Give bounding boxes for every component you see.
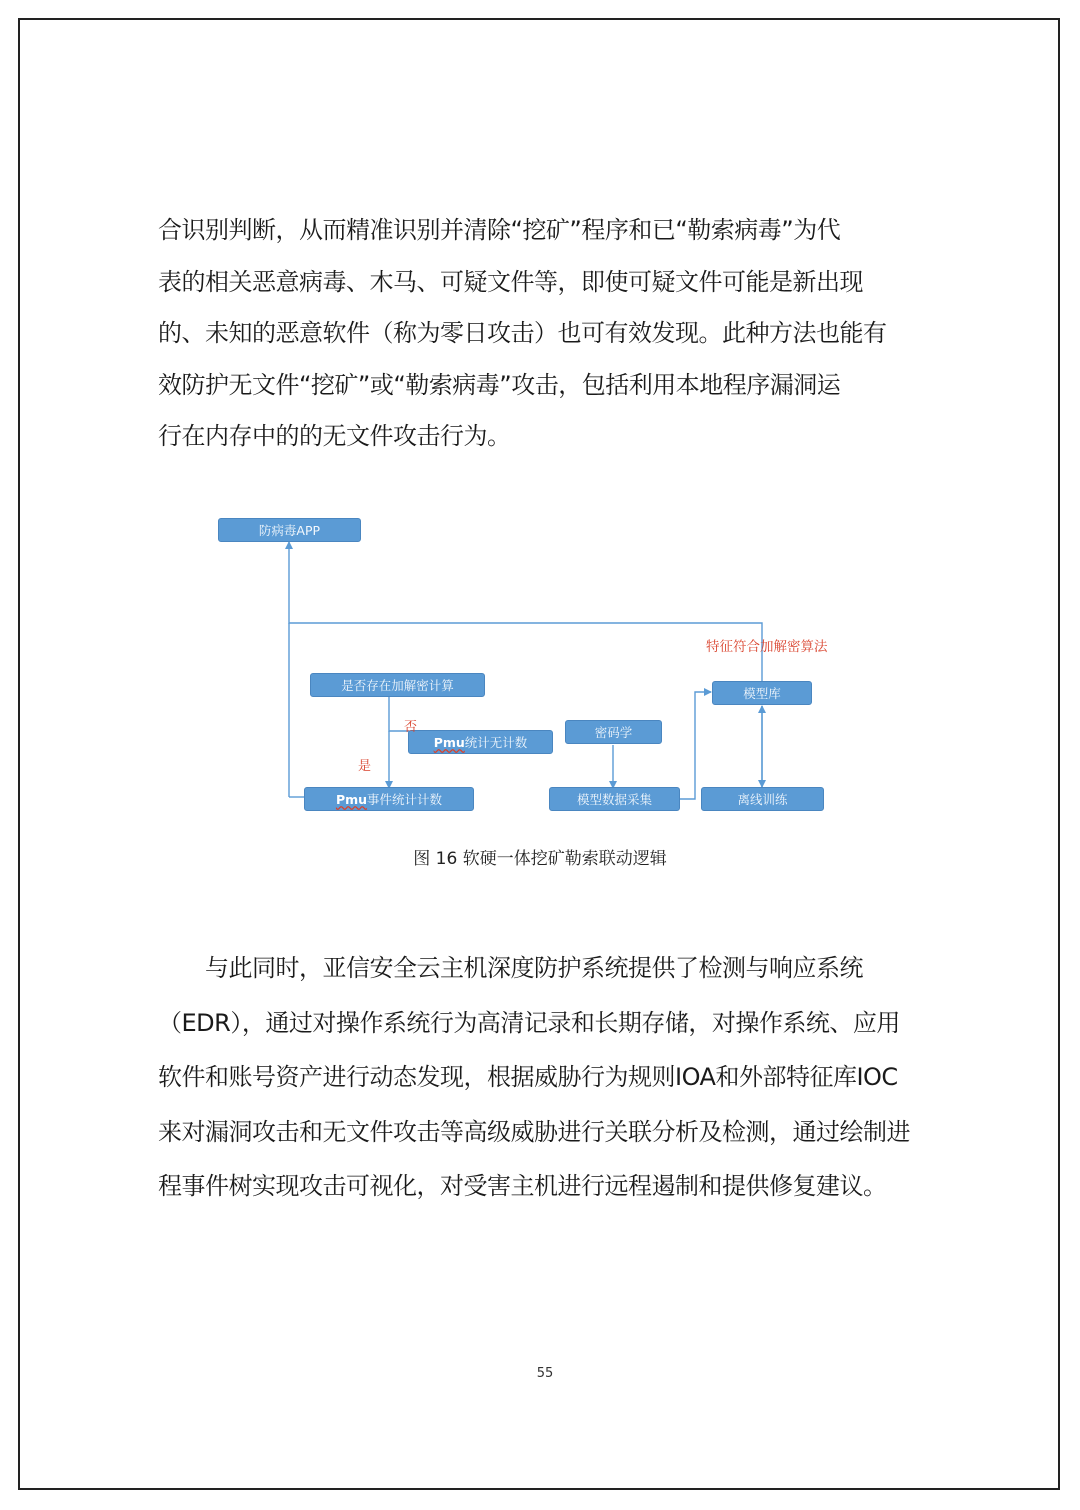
page-number: 55: [536, 1366, 554, 1381]
pmu-no-count-text: 统计无计数: [464, 735, 528, 750]
cryptography-box: 密码学: [565, 720, 662, 744]
paragraph-line: 效防护无文件“挖矿”或“勒索病毒”攻击，包括利用本地程序漏洞运: [158, 370, 841, 399]
collection-to-library-line: [680, 692, 711, 799]
diagram-connectors: [200, 505, 880, 835]
body-paragraph-2: [158, 941, 938, 1214]
antivirus-app-box: 防病毒APP: [218, 518, 361, 542]
crypto-check-box: 是否存在加解密计算: [310, 673, 485, 697]
paragraph-line: 来对漏洞攻击和无文件攻击等高级威胁进行关联分析及检测，通过绘制进: [158, 1117, 910, 1146]
offline-training-box: 离线训练: [701, 787, 824, 811]
flow-diagram: [200, 505, 880, 835]
feedback-line: [289, 542, 762, 681]
pmu-event-count-text: 事件统计计数: [367, 792, 443, 807]
pmu-label: Pmu: [433, 735, 465, 750]
paragraph-line: 表的相关恶意病毒、木马、可疑文件等，即使可疑文件可能是新出现: [158, 267, 863, 296]
pmu-label: Pmu: [335, 792, 368, 807]
paragraph-line: 程事件树实现攻击可视化，对受害主机进行远程遏制和提供修复建议。: [158, 1172, 887, 1200]
paragraph-line: 软件和账号资产进行动态发现，根据威胁行为规则IOA和外部特征库IOC: [158, 1063, 898, 1091]
model-library-box: 模型库: [712, 681, 812, 705]
model-data-collection-box: 模型数据采集: [549, 787, 680, 811]
paragraph-line: 与此同时，亚信安全云主机深度防护系统提供了检测与响应系统: [158, 954, 863, 982]
paragraph-line: 的、未知的恶意软件（称为零日攻击）也可有效发现。此种方法也能有: [158, 319, 887, 347]
yes-label: 是: [358, 759, 372, 774]
pmu-no-count-box: [408, 730, 553, 754]
feature-match-label: 特征符合加解密算法: [706, 639, 828, 655]
paragraph-line: （EDR），通过对操作系统行为高清记录和长期存储，对操作系统、应用: [158, 1008, 900, 1037]
pmu-event-count-box: [304, 787, 474, 811]
paragraph-line: 合识别判断，从而精准识别并清除“挖矿”程序和已“勒索病毒”为代: [158, 216, 841, 244]
figure-caption: 图 16 软硬一体挖矿勒索联动逻辑: [413, 849, 667, 869]
no-label: 否: [404, 720, 418, 735]
body-paragraph-1: [158, 205, 938, 463]
paragraph-line: 行在内存中的的无文件攻击行为。: [158, 422, 511, 450]
